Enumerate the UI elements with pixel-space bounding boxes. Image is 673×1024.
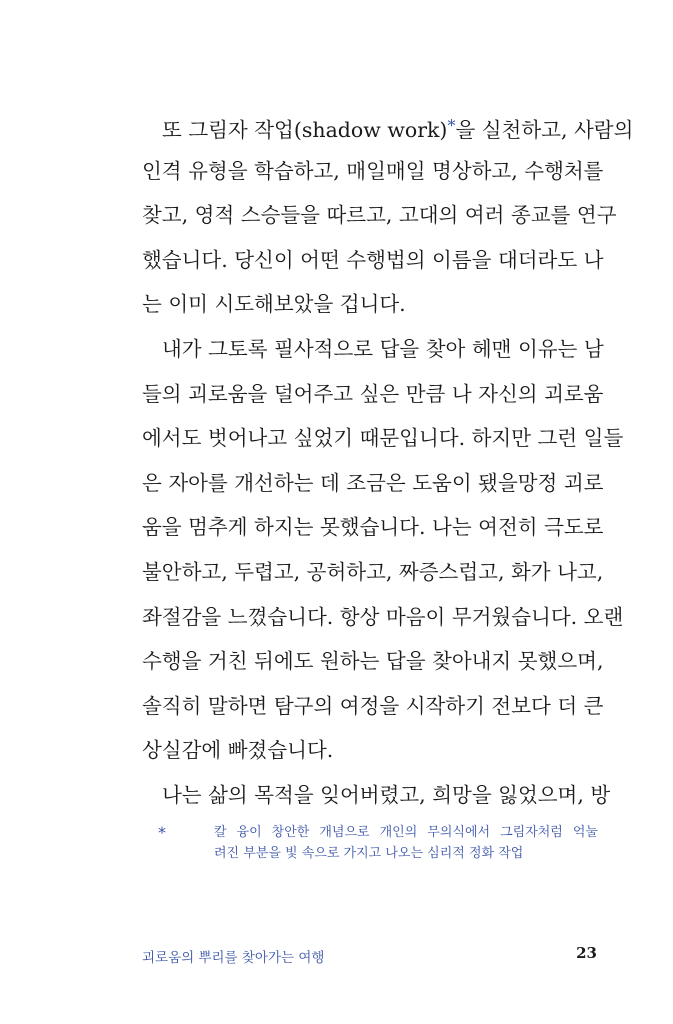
main-text bbox=[142, 104, 634, 818]
paragraph-2-line-6: 불안하고, 두렵고, 공허하고, 짜증스럽고, 화가 나고, bbox=[142, 559, 604, 584]
paragraph-2-line-8: 수행을 거친 뒤에도 원하는 답을 찾아내지 못했으며, bbox=[142, 649, 604, 674]
paragraph-2-line-7: 좌절감을 느꼈습니다. 항상 마음이 무거웠습니다. 오랜 bbox=[142, 604, 624, 629]
paragraph-3-line-1: 나는 삶의 목적을 잊어버렸고, 희망을 잃었으며, 방 bbox=[162, 782, 611, 807]
paragraph-2-line-2: 들의 괴로움을 덜어주고 싶은 만큼 나 자신의 괴로움 bbox=[142, 381, 604, 406]
paragraph-1-line-1-text: 또 그림자 작업(shadow work) bbox=[162, 118, 448, 142]
paragraph-2-line-9: 솔직히 말하면 탐구의 여정을 시작하기 전보다 더 큰 bbox=[142, 693, 604, 718]
paragraph-1-line-4: 했습니다. 당신이 어떤 수행법의 이름을 대더라도 나 bbox=[142, 247, 604, 272]
running-footer-title: 괴로움의 뿌리를 찾아가는 여행 bbox=[142, 950, 325, 966]
paragraph-1-line-5: 는 이미 시도해보았을 겁니다. bbox=[142, 292, 406, 317]
footnote bbox=[158, 822, 598, 864]
footnote-mark: * bbox=[158, 823, 166, 842]
paragraph-2-line-10: 상실감에 빠졌습니다. bbox=[142, 738, 334, 763]
paragraph-2-line-4: 은 자아를 개선하는 데 조금은 도움이 됐을망정 괴로 bbox=[142, 470, 604, 495]
page-number: 23 bbox=[576, 944, 597, 962]
paragraph-1-line-2: 인격 유형을 학습하고, 매일매일 명상하고, 수행처를 bbox=[142, 158, 604, 183]
paragraph-2-line-3: 에서도 벗어나고 싶었기 때문입니다. 하지만 그런 일들 bbox=[142, 426, 624, 451]
footnote-line-2: 려진 부분을 빛 속으로 가지고 나오는 심리적 정화 작업 bbox=[214, 846, 524, 861]
paragraph-1-line-3: 찾고, 영적 스승들을 따르고, 고대의 여러 종교를 연구 bbox=[142, 203, 617, 228]
footnote-reference-mark: * bbox=[447, 116, 456, 135]
paragraph-1-line-1-rest: 을 실천하고, 사람의 bbox=[455, 118, 634, 142]
footnote-text bbox=[214, 822, 598, 864]
paragraph-2-line-5: 움을 멈추게 하지는 못했습니다. 나는 여전히 극도로 bbox=[142, 515, 604, 540]
footnote-line-1: 칼 융이 창안한 개념으로 개인의 무의식에서 그림자처럼 억눌 bbox=[214, 825, 598, 840]
paragraph-1-line-1 bbox=[142, 104, 634, 149]
paragraph-2-line-1: 내가 그토록 필사적으로 답을 찾아 헤맨 이유는 남 bbox=[162, 336, 604, 361]
